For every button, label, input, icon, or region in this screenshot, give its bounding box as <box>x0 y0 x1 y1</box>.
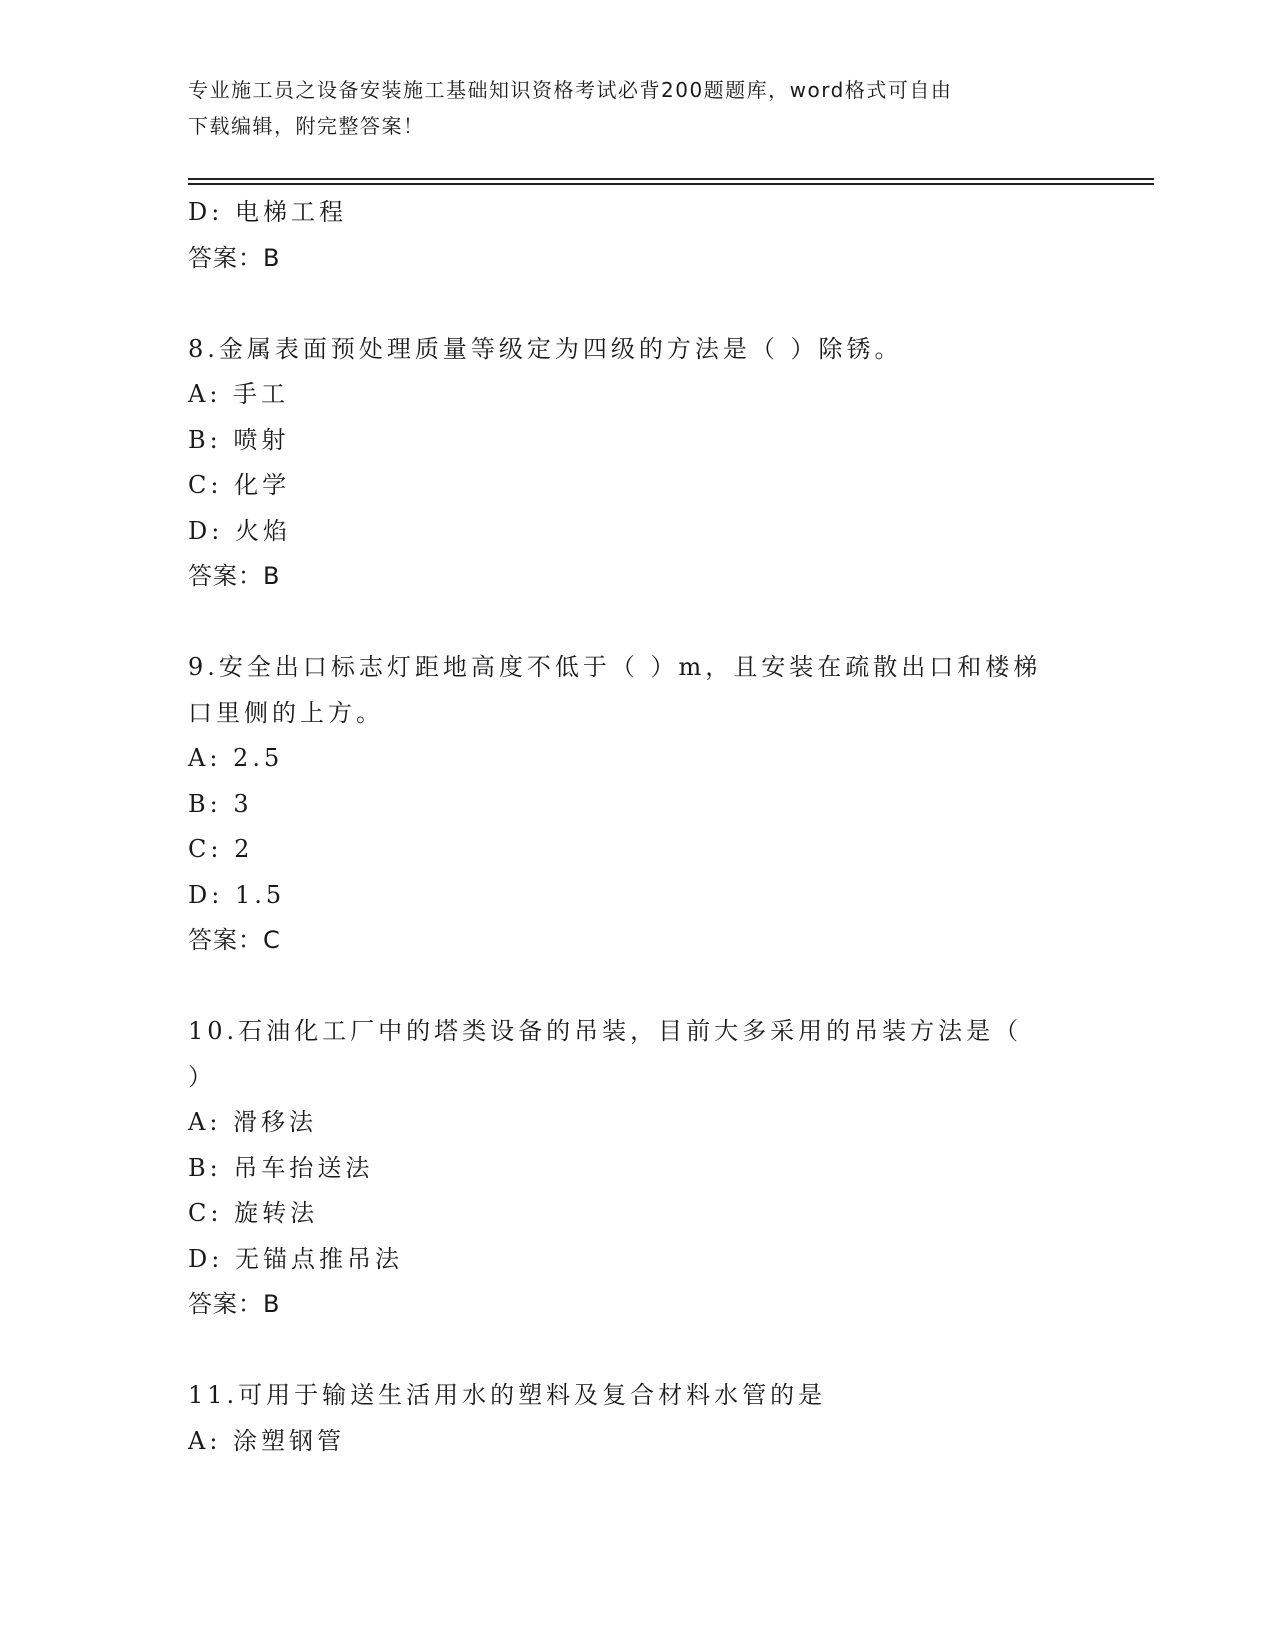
option-a: A: 涂塑钢管 <box>188 1426 346 1455</box>
header-divider-top <box>188 178 1154 180</box>
option-a: A: 手工 <box>188 380 290 408</box>
option-a: A: 2.5 <box>188 744 284 772</box>
question-11 <box>188 1373 1088 1464</box>
header-line-2: 下载编辑，附完整答案！ <box>188 114 425 138</box>
option-a: A: 滑移法 <box>188 1108 318 1136</box>
option-c: C: 化学 <box>188 471 291 499</box>
question-title-continued: 口里侧的上方。 <box>188 698 384 727</box>
option-b: B: 3 <box>188 789 253 818</box>
option-d: D: 火焰 <box>188 516 291 545</box>
question-title: 10.石油化工厂中的塔类设备的吊装，目前大多采用的吊装方法是（ <box>188 1017 1023 1045</box>
answer-line: 答案：B <box>188 562 281 590</box>
header-divider-bottom <box>188 183 1154 185</box>
answer-line: 答案：B <box>188 1290 281 1318</box>
option-d: D: 电梯工程 <box>188 198 347 226</box>
question-8 <box>188 327 1088 600</box>
answer-line: 答案：C <box>188 926 281 954</box>
question-title-continued: ） <box>188 1062 216 1091</box>
option-c: C: 2 <box>188 835 254 863</box>
question-9 <box>188 645 1088 964</box>
document-header <box>188 72 1068 144</box>
option-b: B: 喷射 <box>188 425 290 454</box>
answer-line: 答案：B <box>188 243 281 272</box>
header-line-1: 专业施工员之设备安装施工基础知识资格考试必背200题题库，word格式可自由 <box>188 78 953 102</box>
option-d: D: 无锚点推吊法 <box>188 1244 403 1273</box>
question-list <box>188 190 1088 1464</box>
question-title: 9.安全出口标志灯距地高度不低于（ ）m，且安装在疏散出口和楼梯 <box>188 653 1042 681</box>
option-c: C: 旋转法 <box>188 1199 319 1227</box>
option-d: D: 1.5 <box>188 880 286 909</box>
question-10 <box>188 1009 1088 1328</box>
option-b: B: 吊车抬送法 <box>188 1153 374 1182</box>
question-title: 8.金属表面预处理质量等级定为四级的方法是（ ）除锈。 <box>188 334 903 363</box>
question-title: 11.可用于输送生活用水的塑料及复合材料水管的是 <box>188 1381 827 1409</box>
